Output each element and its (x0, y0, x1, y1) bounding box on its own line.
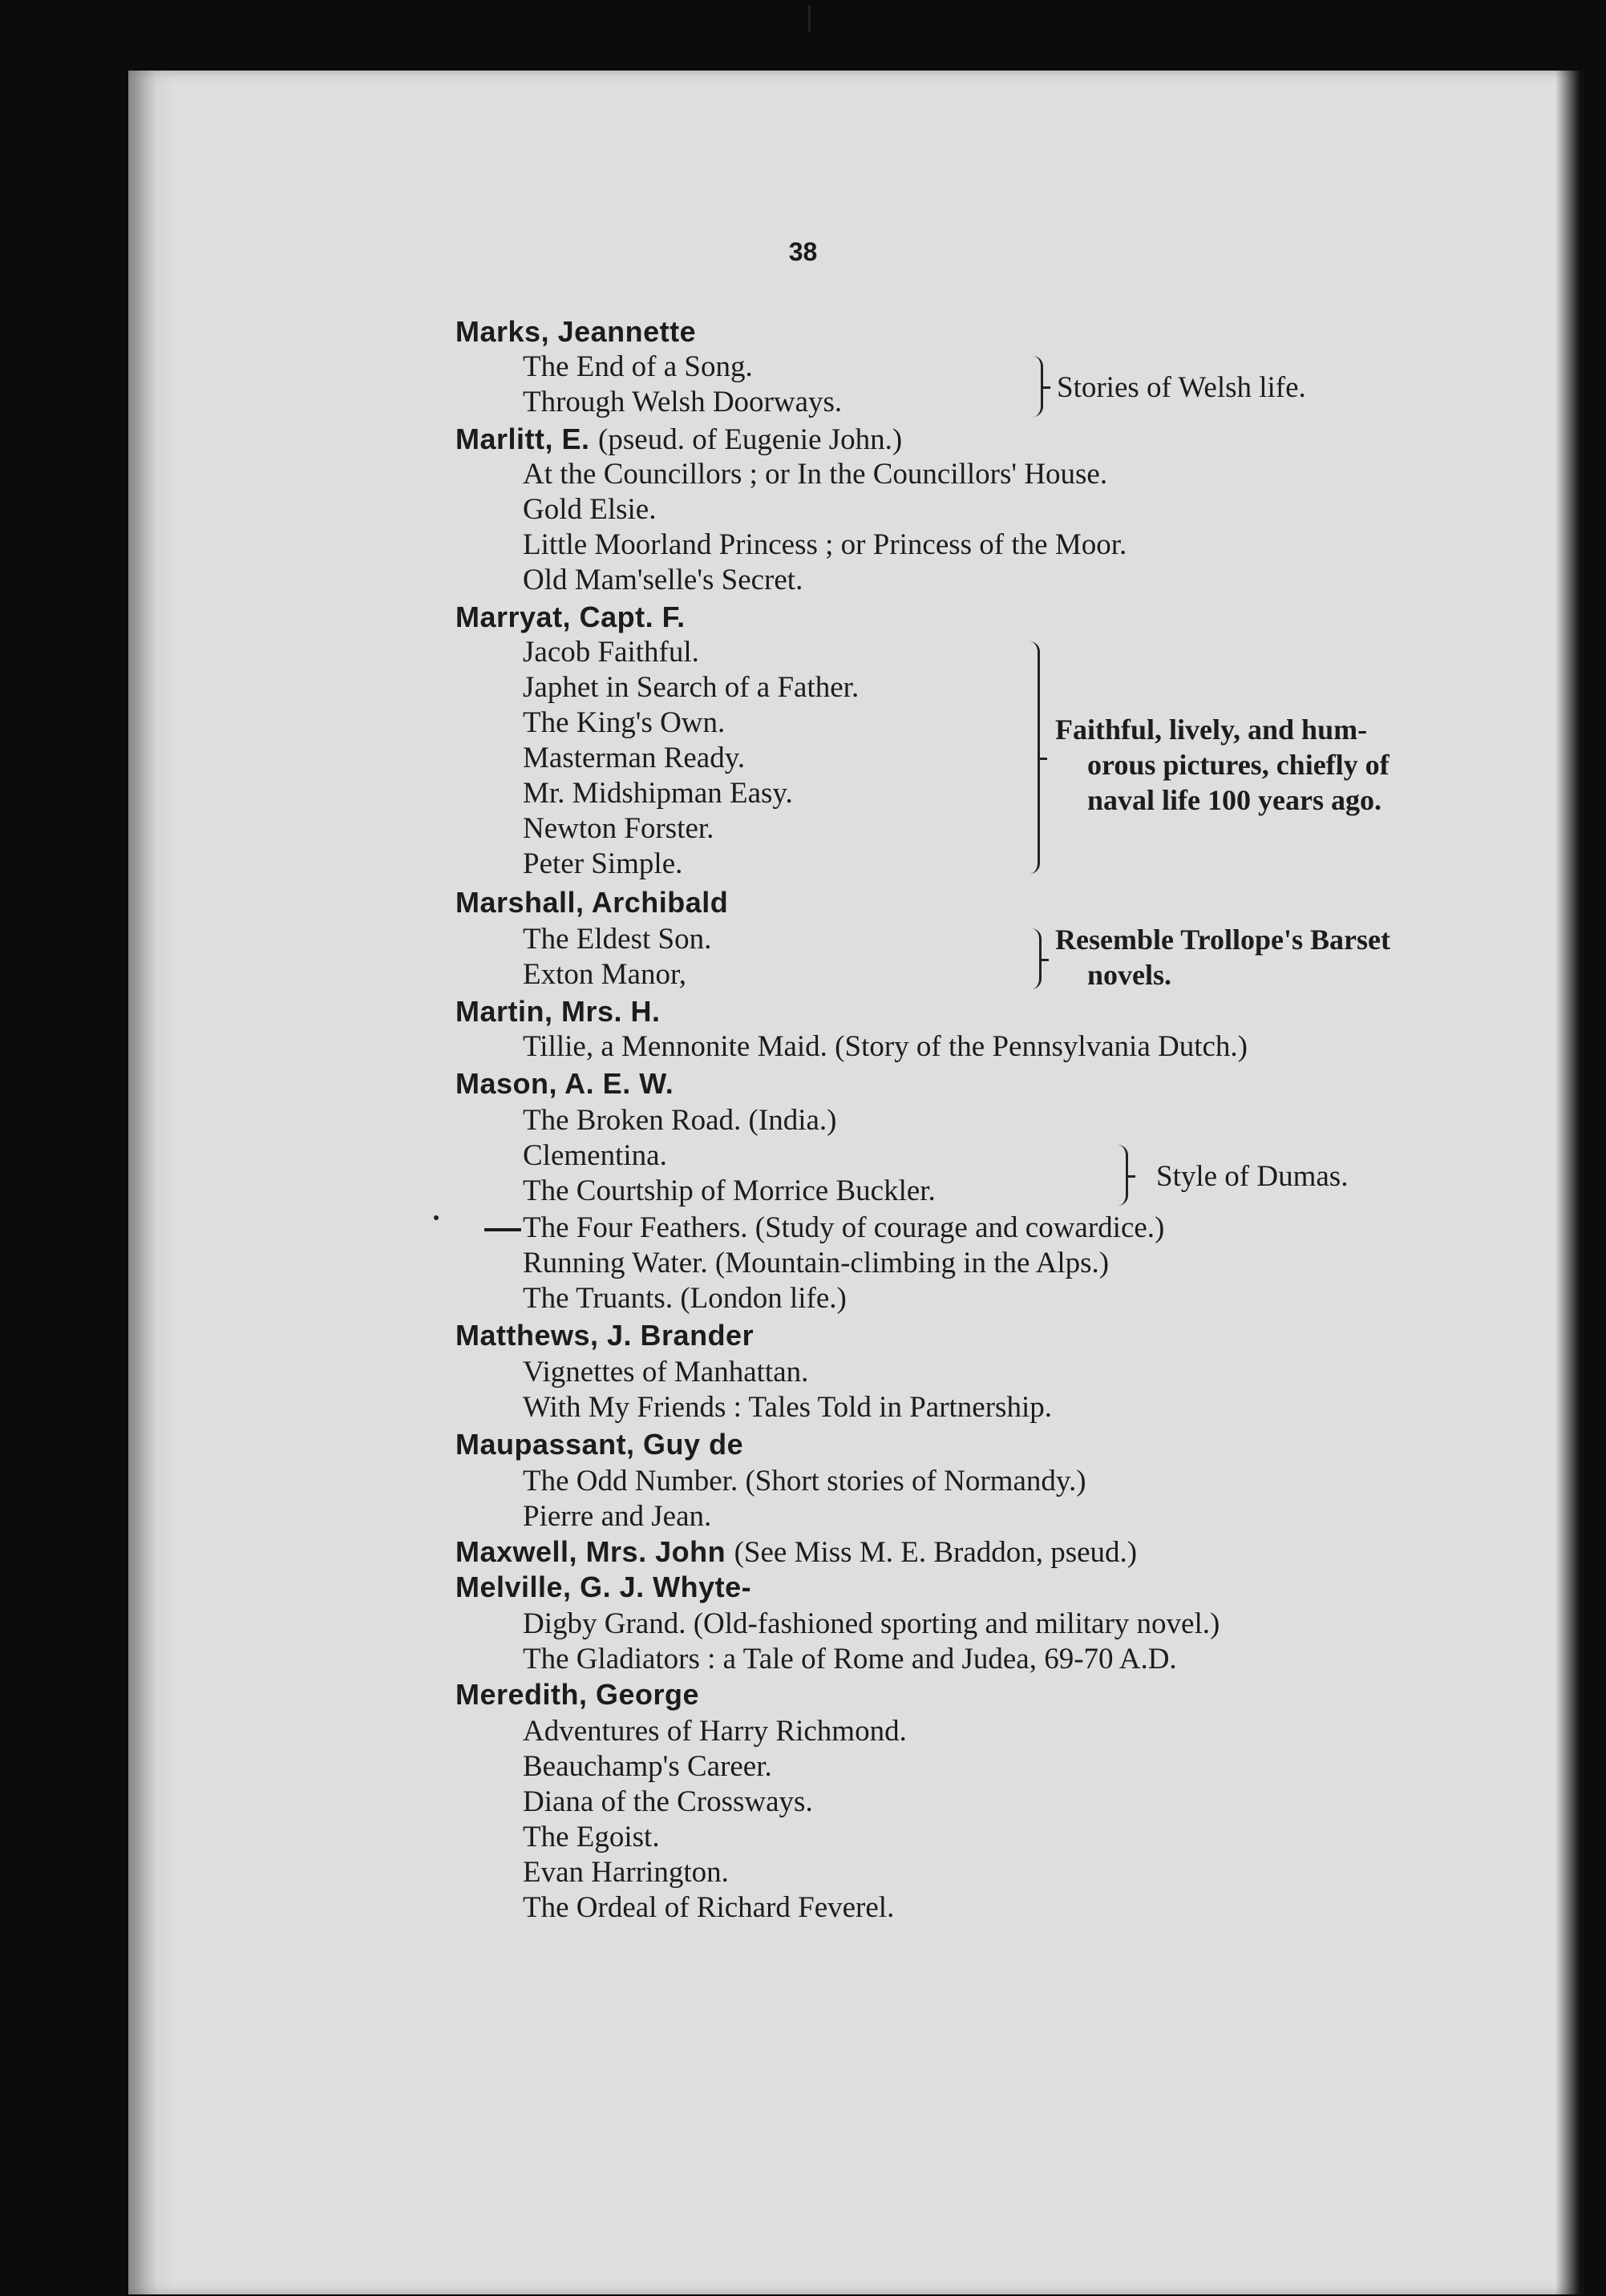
book-title: Mr. Midshipman Easy. (523, 777, 793, 810)
scan-speck (434, 1215, 439, 1220)
book-title: Beauchamp's Career. (523, 1750, 772, 1783)
book-title: The Ordeal of Richard Feverel. (523, 1891, 895, 1924)
book-title: The Gladiators : a Tale of Rome and Judea, 69-70 A.D. (523, 1643, 1177, 1676)
page-right-edge (1555, 71, 1584, 2294)
book-title: Clementina. (523, 1139, 667, 1172)
group-note: orous pictures, chiefly of (1087, 749, 1390, 781)
author-heading: Melville, G. J. Whyte- (455, 1570, 752, 1603)
group-note: novels. (1087, 959, 1172, 991)
book-title: Jacob Faithful. (523, 636, 699, 669)
author-note: (See Miss M. E. Braddon, pseud.) (734, 1536, 1138, 1569)
author-heading: Mason, A. E. W. (455, 1067, 674, 1100)
book-title: The King's Own. (523, 706, 726, 739)
author-heading: Matthews, J. Brander (455, 1319, 754, 1352)
book-title: Newton Forster. (523, 812, 714, 845)
book-title: Old Mam'selle's Secret. (523, 564, 803, 596)
author-heading: Marryat, Capt. F. (455, 600, 686, 633)
book-title: Masterman Ready. (523, 742, 746, 774)
author-heading: Marks, Jeannette (455, 315, 697, 348)
book-title: Exton Manor, (523, 958, 687, 991)
book-title: The Four Feathers. (Study of courage and cowardice.) (523, 1211, 1165, 1244)
margin-dash (484, 1228, 521, 1231)
book-title: The End of a Song. (523, 350, 753, 383)
page-number: 38 (788, 237, 818, 266)
book-title: Pierre and Jean. (523, 1500, 712, 1533)
author-heading: Marlitt, E. (pseud. of Eugenie John.) (455, 422, 903, 456)
scan-speck (808, 5, 811, 32)
book-title: The Egoist. (523, 1821, 660, 1853)
book-title: Running Water. (Mountain-climbing in the Alps.) (523, 1247, 1110, 1279)
book-title: Through Welsh Doorways. (523, 386, 843, 418)
book-title: At the Councillors ; or In the Councillors' House. (523, 458, 1108, 491)
book-title: Digby Grand. (Old-fashioned sporting and military novel.) (523, 1607, 1220, 1640)
group-note: Faithful, lively, and hum- (1055, 713, 1368, 746)
group-brace (1118, 1145, 1128, 1206)
author-heading: Marshall, Archibald (455, 886, 729, 919)
book-title: The Truants. (London life.) (523, 1282, 847, 1315)
book-title: Peter Simple. (523, 847, 683, 880)
page-binding-shadow (128, 71, 176, 2294)
book-title: The Broken Road. (India.) (523, 1104, 837, 1137)
group-note: Stories of Welsh life. (1057, 371, 1306, 404)
group-note: naval life 100 years ago. (1087, 784, 1381, 816)
book-title: Tillie, a Mennonite Maid. (Story of the Pennsylvania Dutch.) (523, 1030, 1248, 1063)
group-brace (1033, 356, 1043, 417)
book-title: Vignettes of Manhattan. (523, 1356, 809, 1389)
group-brace (1031, 928, 1042, 989)
book-title: Adventures of Harry Richmond. (523, 1715, 907, 1748)
book-title: Diana of the Crossways. (523, 1785, 813, 1818)
book-title: Gold Elsie. (523, 493, 657, 526)
author-heading: Maupassant, Guy de (455, 1428, 744, 1461)
group-brace (1030, 641, 1040, 874)
group-note: Resemble Trollope's Barset (1055, 924, 1390, 956)
author-heading: Meredith, George (455, 1678, 700, 1711)
book-title: With My Friends : Tales Told in Partnership. (523, 1391, 1052, 1424)
author-heading: Maxwell, Mrs. John (See Miss M. E. Braddon, pseud.) (455, 1535, 1138, 1569)
author-heading: Martin, Mrs. H. (455, 995, 661, 1028)
book-title: The Eldest Son. (523, 923, 712, 956)
book-title: Japhet in Search of a Father. (523, 671, 860, 704)
book-title: The Courtship of Morrice Buckler. (523, 1174, 936, 1207)
book-title: Evan Harrington. (523, 1856, 729, 1889)
book-title: Little Moorland Princess ; or Princess of the Moor. (523, 528, 1127, 561)
group-note: Style of Dumas. (1156, 1160, 1349, 1193)
book-title: The Odd Number. (Short stories of Normandy.) (523, 1465, 1086, 1498)
author-note: (pseud. of Eugenie John.) (598, 423, 903, 456)
